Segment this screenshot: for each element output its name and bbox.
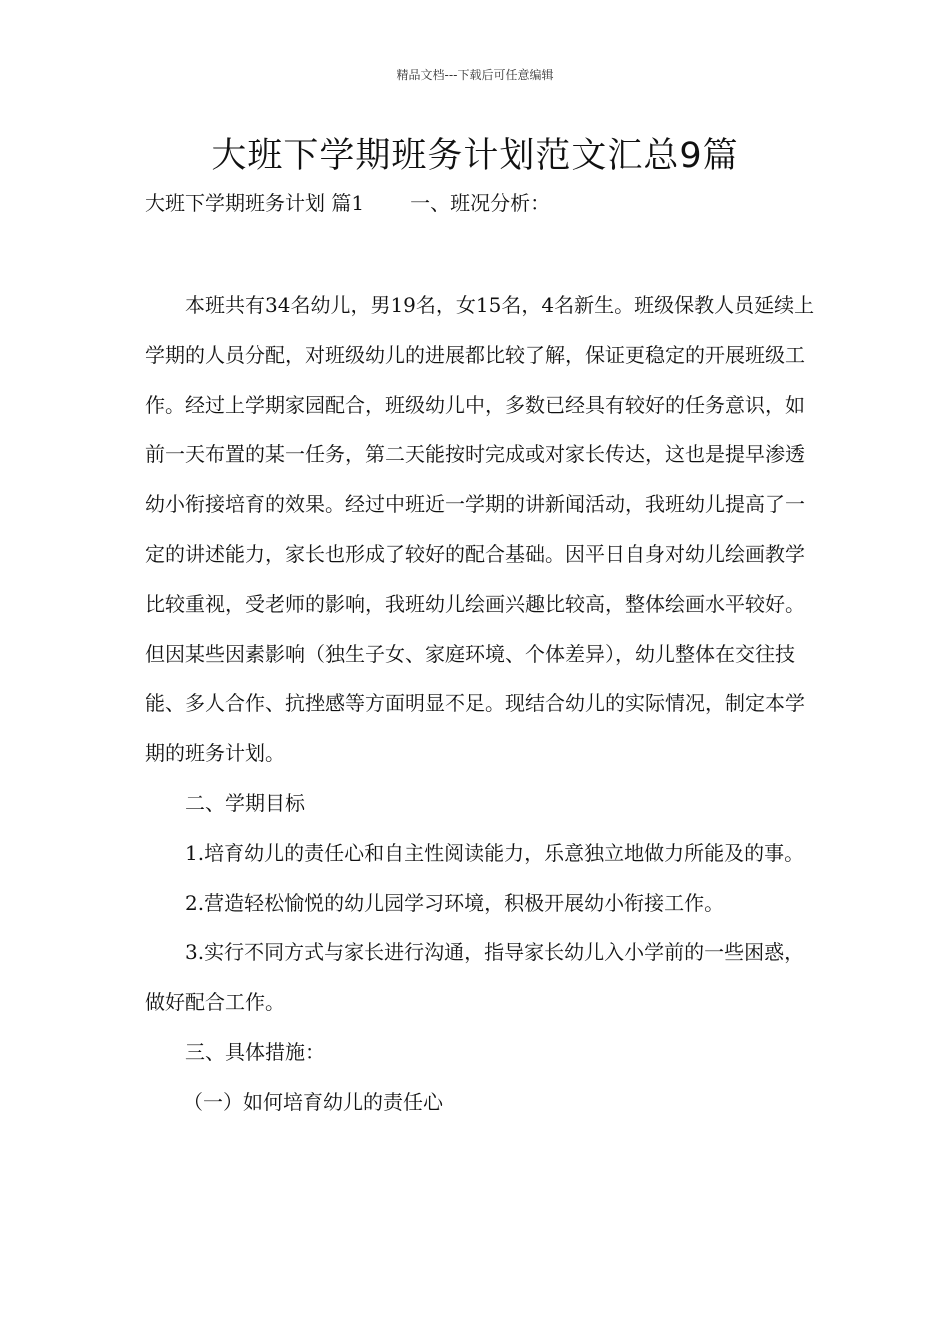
heading-sub-1: （一）如何培育幼儿的责任心: [183, 1089, 443, 1114]
section-heading: 一、班况分析：: [410, 191, 551, 215]
paragraph-class-analysis: 本班共有34名幼儿，男19名，女15名，4名新生。班级保教人员延续上学期的人员分配，对班级幼儿的进展都比较了解，保证更稳定的开展班级工作。经过上学期家园配合，班级幼儿中，多数已经具有较好的任务意识，如前一天布置的某一任务，第二天能按时完成或对家长传达，这也是提早渗透幼小衔接培育的效果。经过中班近一学期的讲新闻活动，我班幼儿提高了一定的讲述能力，家长也形成了较好的配合基础。因平日自身对幼儿绘画教学比较重视，受老师的影响，我班幼儿绘画兴趣比较高，整体绘画水平较好。但因某些因素影响（独生子女、家庭环境、个体差异），幼儿整体在交往技能、多人合作、抗挫感等方面明显不足。现结合幼儿的实际情况，制定本学期的班务计划。: [145, 293, 815, 766]
document-title: 大班下学期班务计划范文汇总9篇: [211, 136, 739, 176]
heading-measures: 三、具体措施：: [185, 1039, 325, 1064]
heading-semester-goals: 二、学期目标: [185, 790, 305, 815]
section-heading-line: [145, 187, 550, 216]
header-note: 精品文档---下载后可任意编辑: [396, 68, 554, 82]
body-text: [145, 281, 815, 1128]
plan-subtitle: 大班下学期班务计划 篇1: [145, 191, 365, 215]
goal-item-1: 1.培育幼儿的责任心和自主性阅读能力，乐意独立地做力所能及的事。: [185, 840, 805, 865]
goal-item-2: 2.营造轻松愉悦的幼儿园学习环境，积极开展幼小衔接工作。: [185, 890, 725, 915]
goal-item-3: 3.实行不同方式与家长进行沟通，指导家长幼儿入小学前的一些困惑，做好配合工作。: [145, 940, 805, 1015]
